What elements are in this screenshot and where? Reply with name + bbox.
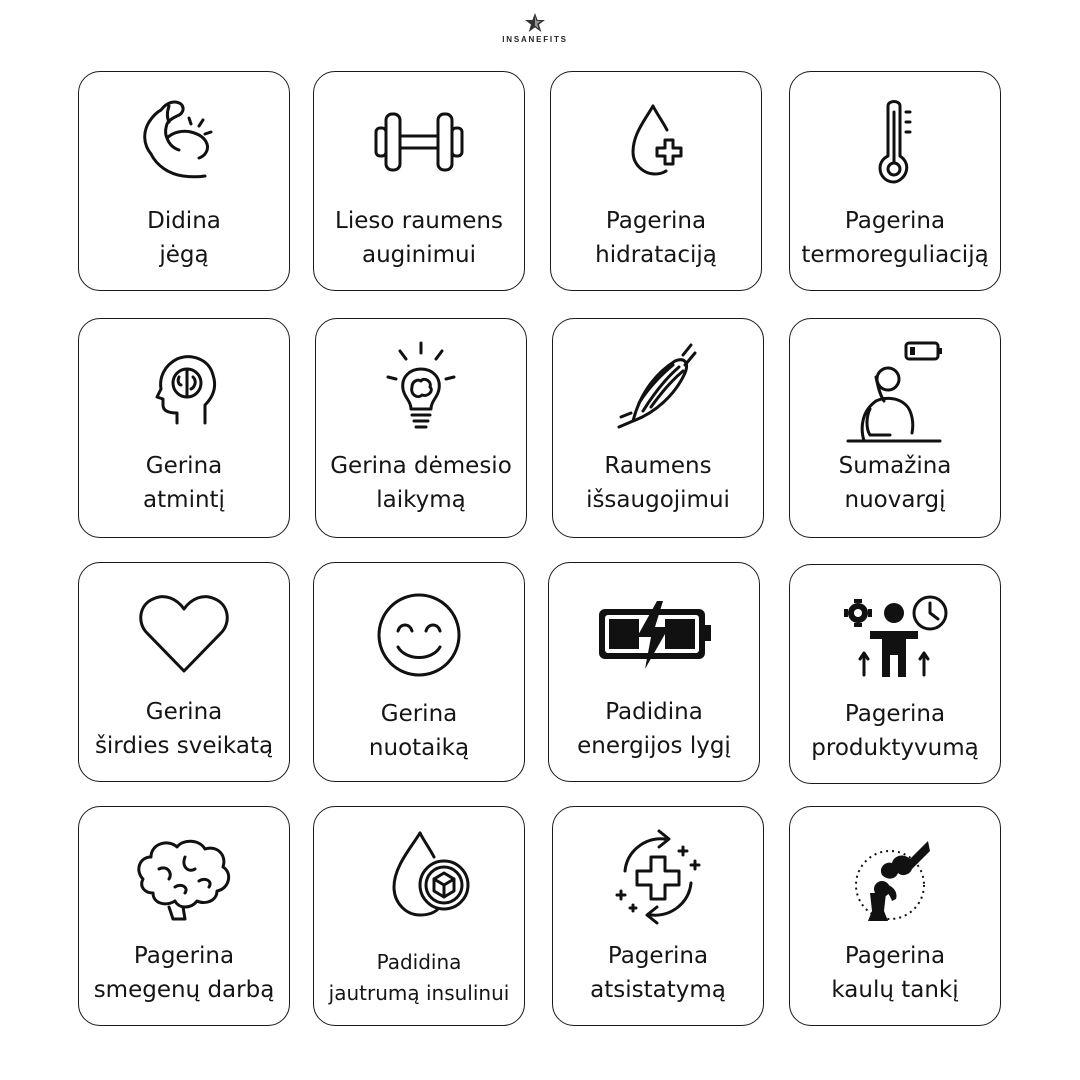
benefit-label: Pagerina atsistatymą [590,943,726,1003]
benefit-label: Pagerina kaulų tankį [831,943,959,1003]
heart-icon [129,583,239,683]
benefit-card-productivity [789,564,1001,784]
benefit-card-strength [78,71,290,291]
bone-joint-icon [840,827,950,927]
smiley-face-icon [364,585,474,685]
recovery-cycle-icon [603,827,713,927]
benefit-card-recovery [552,806,764,1026]
benefit-card-hydration [550,71,762,291]
benefit-card-heart-health [78,562,290,782]
benefit-card-thermoregulation [789,71,1001,291]
benefit-label: Gerina atmintį [143,453,225,513]
benefit-label: Raumens išsaugojimui [586,453,730,513]
benefit-label: Padidina energijos lygį [577,699,731,759]
benefit-card-fatigue [789,318,1001,538]
benefit-label: Sumažina nuovargį [838,453,952,513]
productivity-person-icon [840,585,950,685]
muscle-arm-icon [129,92,239,192]
benefit-label: Lieso raumens auginimui [335,208,503,268]
benefit-card-insulin-sensitivity [313,806,525,1026]
benefit-label: Gerina nuotaiką [368,701,470,761]
drop-cube-icon [364,827,474,927]
benefit-label: Pagerina termoreguliaciją [801,208,989,268]
benefit-card-mood [313,562,525,782]
thermometer-icon [840,92,950,192]
benefit-card-lean-muscle [313,71,525,291]
benefit-label: Gerina širdies sveikatą [94,699,274,759]
benefit-label: Pagerina hidrataciją [595,208,717,268]
benefit-label: Padidina jautrumą insulinui [328,950,510,1005]
benefit-card-energy [548,562,760,782]
benefit-card-memory [78,318,290,538]
benefit-card-bone-density [789,806,1001,1026]
brand-name: INSANEFITS [502,35,568,44]
dumbbell-icon [364,92,474,192]
benefit-label: Pagerina smegenų darbą [93,943,275,1003]
benefit-card-muscle-preservation [552,318,764,538]
benefit-label: Didina jėgą [147,208,221,268]
star-logo-icon [523,12,547,34]
battery-charging-icon [599,583,709,683]
tired-person-low-battery-icon [840,337,950,437]
benefit-card-attention [315,318,527,538]
muscle-fiber-icon [603,337,713,437]
brand-logo [490,12,580,48]
head-brain-icon [129,337,239,437]
water-drop-plus-icon [601,92,711,192]
benefit-card-brain-function [78,806,290,1026]
benefit-label: Pagerina produktyvumą [811,701,979,761]
lightbulb-brain-icon [366,337,476,437]
brain-icon [129,827,239,927]
benefit-label: Gerina dėmesio laikymą [330,453,512,513]
